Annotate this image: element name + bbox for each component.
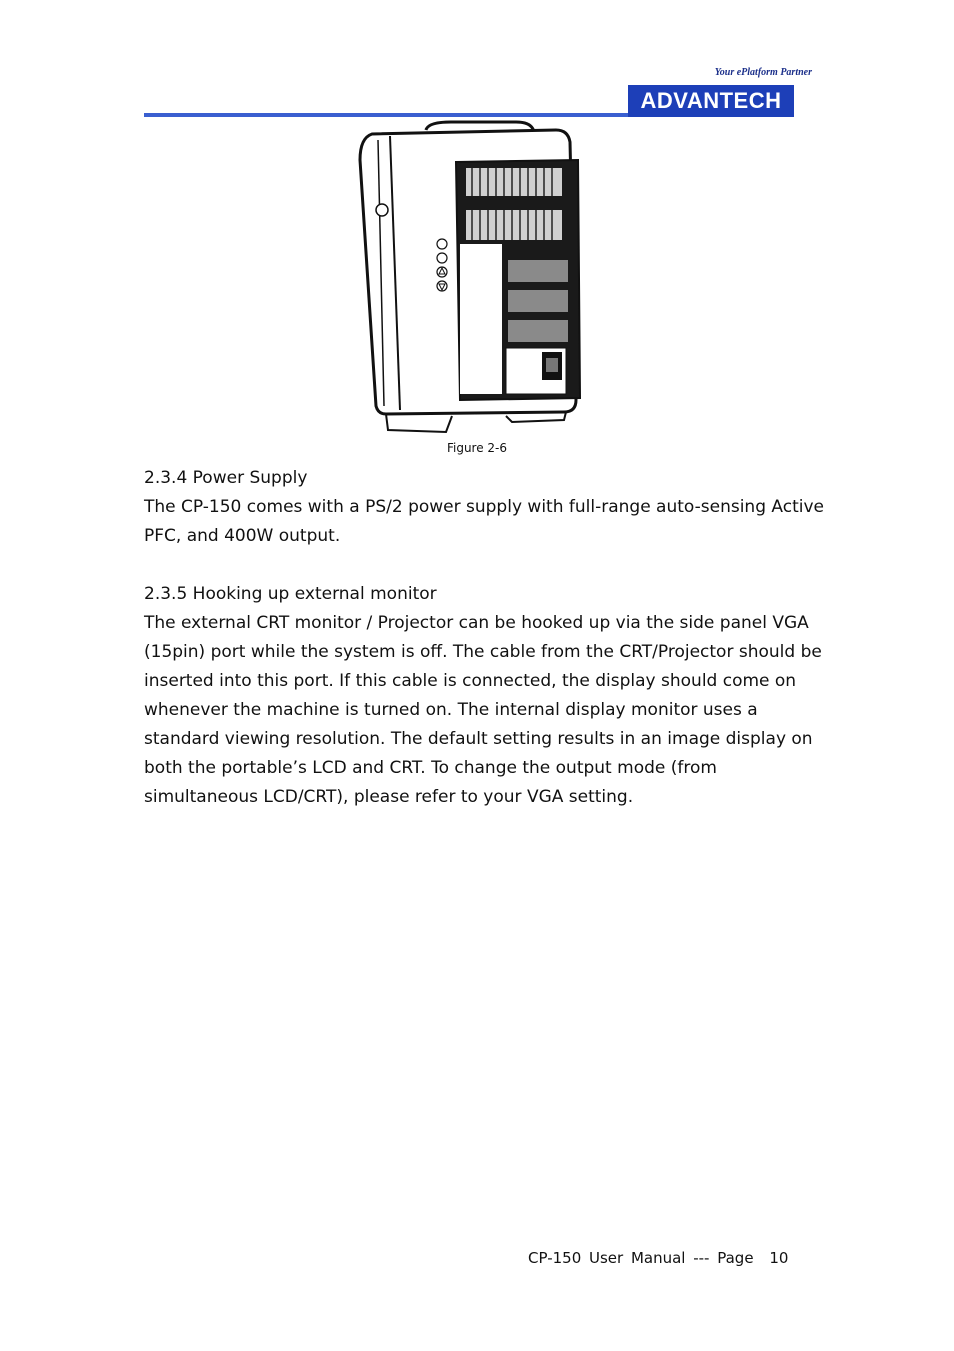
device-side-panel-illustration — [356, 120, 582, 434]
section-heading-external-monitor: 2.3.5 Hooking up external monitor — [144, 584, 437, 604]
section-body-external-monitor: The external CRT monitor / Projector can be hooked up via the side panel VGA (15pin) port while the system is off. The cable from the CRT/Projector should be inserted into this port. If this cable is connected, the display should come on whenever the machine is turned on. The internal display monitor uses a standard viewing resolution. The default setting results in an image display on both the portable’s LCD and CRT. To change the output mode (from simultaneous LCD/CRT), please refer to your VGA setting. — [144, 613, 822, 807]
page-content — [144, 464, 824, 812]
section-body-power-supply: The CP-150 comes with a PS/2 power supply with full-range auto-sensing Active PFC, and 400W output. — [144, 497, 824, 546]
footer-text: CP-150 User Manual --- Page — [528, 1249, 754, 1267]
logo-text: ADVANTECH — [640, 88, 782, 113]
page-number: 10 — [769, 1249, 789, 1267]
section-heading-power-supply: 2.3.4 Power Supply — [144, 468, 308, 488]
page-footer — [528, 1249, 788, 1267]
paragraph-spacer — [144, 551, 824, 580]
header-tagline: Your ePlatform Partner — [714, 67, 812, 78]
advantech-logo — [628, 85, 794, 117]
figure-caption: Figure 2-6 — [446, 441, 508, 455]
